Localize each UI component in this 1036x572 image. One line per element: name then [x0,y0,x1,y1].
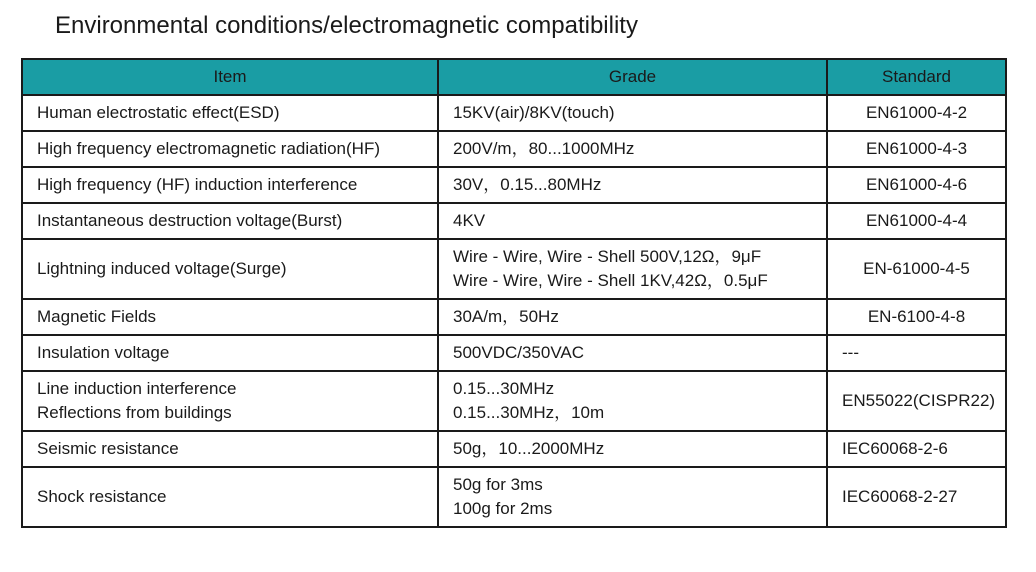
grade-cell [438,299,827,335]
item-cell [22,167,438,203]
item-cell [22,95,438,131]
item-text: Seismic resistance [37,439,179,458]
table-header-row [22,59,1006,95]
item-text: High frequency (HF) induction interference [37,175,358,194]
item-text: Shock resistance [37,487,167,506]
grade-text: Wire - Wire, Wire - Shell 500V,12Ω，9μF [453,247,762,266]
grade-text: 50g for 3ms [453,475,543,494]
standard-cell: EN-61000-4-5 [827,239,1006,299]
grade-cell [438,431,827,467]
grade-text: 4KV [453,211,486,230]
column-header-grade: Grade [438,59,827,95]
grade-text: 30V，0.15...80MHz [453,175,602,194]
table-row [22,299,1006,335]
grade-text: 0.15...30MHz [453,379,555,398]
table-row [22,431,1006,467]
item-cell [22,431,438,467]
grade-cell [438,371,827,431]
standard-cell: EN61000-4-2 [827,95,1006,131]
grade-cell [438,167,827,203]
item-cell [22,203,438,239]
standard-cell: EN61000-4-4 [827,203,1006,239]
grade-cell [438,131,827,167]
standard-cell: IEC60068-2-27 [827,467,1006,527]
standard-cell: EN55022(CISPR22) [827,371,1006,431]
grade-cell [438,239,827,299]
item-cell [22,335,438,371]
grade-text: 50g，10...2000MHz [453,439,605,458]
grade-text: 0.15...30MHz，10m [453,403,605,422]
standard-cell: IEC60068-2-6 [827,431,1006,467]
standard-cell: EN61000-4-6 [827,167,1006,203]
item-text: Magnetic Fields [37,307,157,326]
item-cell [22,239,438,299]
grade-text: 100g for 2ms [453,499,553,518]
item-cell [22,131,438,167]
grade-text: Wire - Wire, Wire - Shell 1KV,42Ω，0.5μF [453,271,768,290]
grade-text: 200V/m，80...1000MHz [453,139,635,158]
table-row [22,167,1006,203]
item-text: High frequency electromagnetic radiation(HF) [37,139,380,158]
table-row [22,371,1006,431]
page-title: Environmental conditions/electromagnetic compatibility [55,12,638,39]
grade-text: 15KV(air)/8KV(touch) [453,103,615,122]
table-row [22,131,1006,167]
item-text: Human electrostatic effect(ESD) [37,103,280,122]
standard-cell: EN-6100-4-8 [827,299,1006,335]
table-row [22,95,1006,131]
table-row [22,335,1006,371]
grade-cell [438,467,827,527]
table-row [22,239,1006,299]
item-text: Instantaneous destruction voltage(Burst) [37,211,343,230]
table-row [22,203,1006,239]
item-text: Lightning induced voltage(Surge) [37,259,287,278]
grade-cell [438,203,827,239]
column-header-item: Item [22,59,438,95]
item-cell [22,371,438,431]
grade-cell [438,335,827,371]
grade-text: 500VDC/350VAC [453,343,585,362]
standard-cell: --- [827,335,1006,371]
column-header-standard: Standard [827,59,1006,95]
item-text: Insulation voltage [37,343,170,362]
item-text: Reflections from buildings [37,403,232,422]
item-text: Line induction interference [37,379,237,398]
item-cell [22,299,438,335]
grade-text: 30A/m，50Hz [453,307,559,326]
standard-cell: EN61000-4-3 [827,131,1006,167]
item-cell [22,467,438,527]
spec-table [21,58,1007,528]
table-row [22,467,1006,527]
grade-cell [438,95,827,131]
